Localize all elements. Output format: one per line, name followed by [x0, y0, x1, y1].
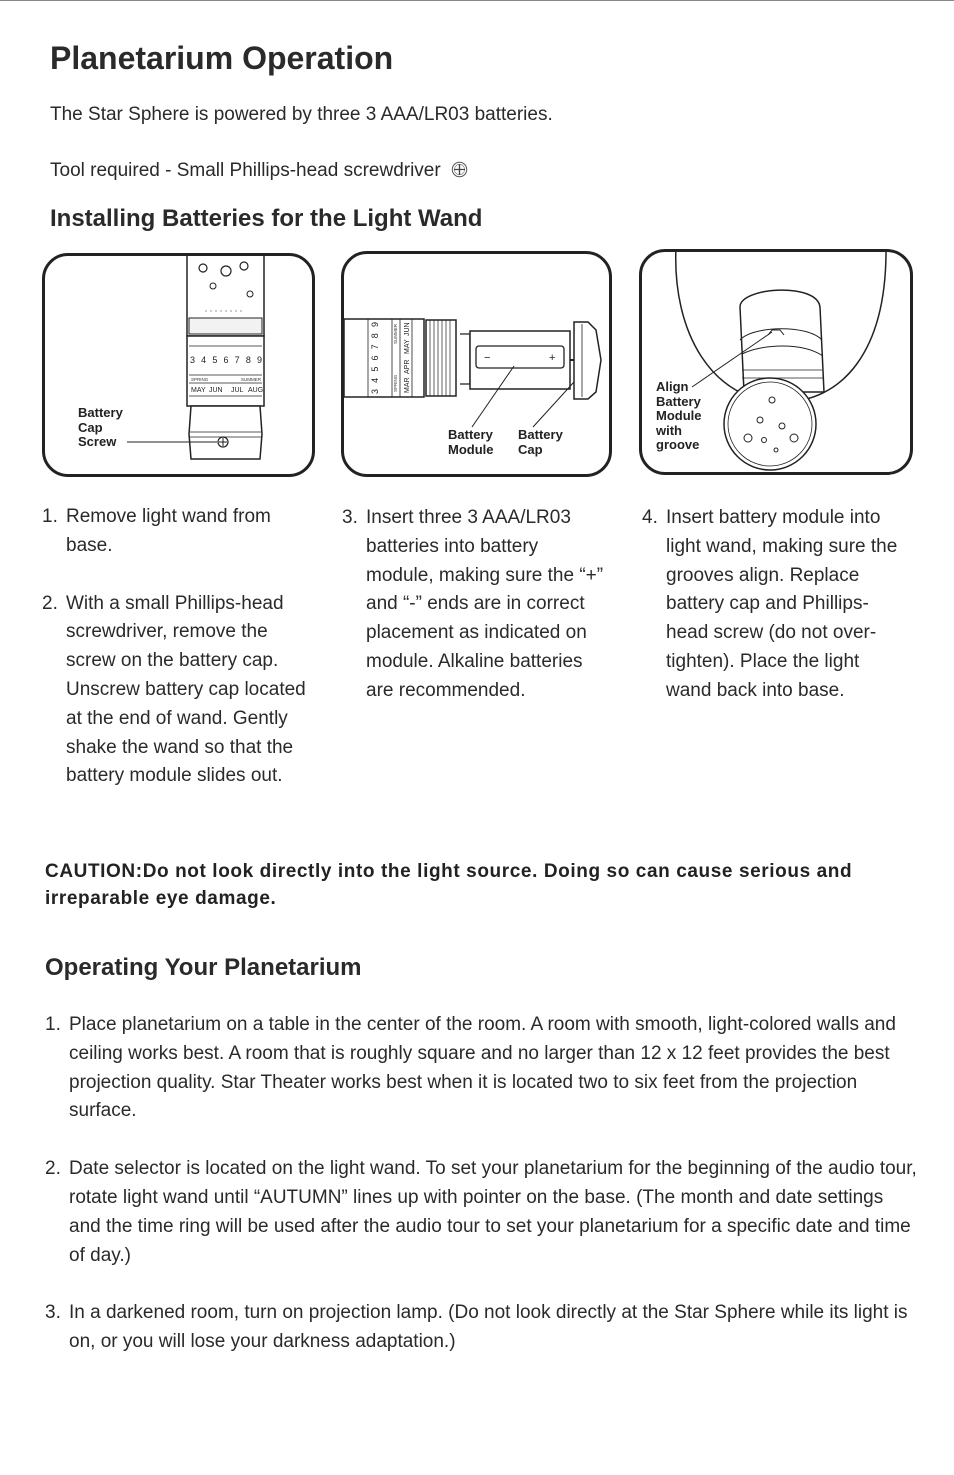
phillips-screw-icon: [451, 161, 468, 178]
step-text: Insert three 3 AAA/LR03 batteries into battery module, making sure the “+” and “-” ends are in correct placement as indicated on module. Alkaline batteries are recommended.: [366, 507, 604, 701]
step-text: Insert battery module into light wand, making sure the grooves align. Replace battery cap and Phillips-head screw (do not over-tighten). Place the light wand back into base.: [666, 507, 898, 701]
page-title: Planetarium Operation: [50, 40, 394, 76]
step-text: Place planetarium on a table in the center of the room. A room with smooth, light-colored walls and ceiling works best. A room that is roughly square and no larger than 12 x 12 feet provides the best projection quality. Star Theater works best when it is located two to six feet from the projection surface.: [69, 1014, 896, 1122]
list-item: [42, 590, 322, 792]
spacer: [45, 1270, 920, 1299]
season-label-summer: SUMMER: [393, 324, 398, 344]
step-text: With a small Phillips-head screwdriver, remove the screw on the battery cap. Unscrew battery cap located at the end of wand. Gently shake the wand so that the battery module slides out.: [66, 592, 306, 787]
month-label-jun: JUN: [209, 387, 223, 394]
tool-required-text: Tool required - Small Phillips-head screwdriver: [50, 160, 441, 181]
list-item: [42, 503, 322, 561]
dial-numbers: 3 4 5 6 7 8 9: [190, 355, 262, 365]
battery-module-illustration: [341, 251, 612, 477]
month-label-aug: AUG: [248, 387, 264, 394]
month-label-may: MAY: [191, 387, 206, 394]
install-steps-column-3: [642, 504, 900, 706]
step-number: 4.: [642, 507, 658, 528]
operating-steps: [45, 1011, 920, 1357]
month-label-apr: APR: [404, 359, 411, 374]
spacer: [42, 561, 322, 590]
caution-text: Do not look directly into the light source. Doing so can cause serious and irreparable eye damage.: [45, 861, 853, 909]
align-groove-illustration: [639, 249, 913, 475]
callout-align-groove: Align Battery Module with groove: [656, 379, 702, 452]
spacer: [45, 1126, 920, 1155]
step-text: Remove light wand from base.: [66, 506, 271, 556]
dial-numbers: 3 4 5 6 7 8 9: [370, 322, 380, 394]
season-label-spring: SPRING: [191, 377, 209, 382]
step-number: 3.: [45, 1302, 61, 1324]
list-item: [45, 1299, 920, 1357]
list-item: [45, 1155, 920, 1270]
step-number: 3.: [342, 507, 358, 528]
step-text: In a darkened room, turn on projection lamp. (Do not look directly at the Star Sphere while its light is on, or you will lose your darkness adaptation.): [69, 1302, 908, 1353]
month-label-jul: JUL: [231, 387, 244, 394]
battery-plus-sign: +: [549, 352, 556, 364]
month-label-jun: JUN: [404, 322, 411, 336]
install-heading: Installing Batteries for the Light Wand: [50, 205, 483, 232]
step-number: 1.: [45, 1014, 61, 1035]
tool-required-line: [50, 160, 468, 182]
step-number: 2.: [42, 592, 58, 614]
step-text: Date selector is located on the light wand. To set your planetarium for the beginning of the audio tour, rotate light wand until “AUTUMN” lines up with pointer on the base. (The month and date settings and the time ring will be used after the audio tour to set your planetarium for a speciﬁc date and time of day.): [69, 1158, 917, 1266]
callout-battery-cap: Battery Cap: [518, 427, 563, 457]
season-label-spring: SPRING: [393, 374, 398, 392]
step-number: 1.: [42, 506, 58, 527]
callout-battery-cap-screw: Battery Cap Screw: [78, 405, 123, 449]
callout-battery-module: Battery Module: [448, 427, 494, 457]
season-label-summer: SUMMER: [241, 377, 261, 382]
wand-cap-illustration: [42, 253, 315, 477]
list-item: [45, 1011, 920, 1126]
month-label-mar: MAR: [404, 377, 411, 393]
top-rule: [0, 0, 954, 1]
install-steps-column-1: [42, 503, 322, 791]
battery-minus-sign: −: [484, 352, 491, 364]
install-steps-column-2: [342, 504, 604, 706]
operating-heading: Operating Your Planetarium: [45, 954, 362, 981]
list-item: [642, 504, 900, 706]
caution-notice: [45, 858, 915, 912]
month-label-may: MAY: [404, 339, 411, 354]
list-item: [342, 504, 604, 706]
caution-label: CAUTION:: [45, 861, 143, 882]
step-number: 2.: [45, 1158, 61, 1180]
intro-text: The Star Sphere is powered by three 3 AAA/LR03 batteries.: [50, 104, 553, 125]
